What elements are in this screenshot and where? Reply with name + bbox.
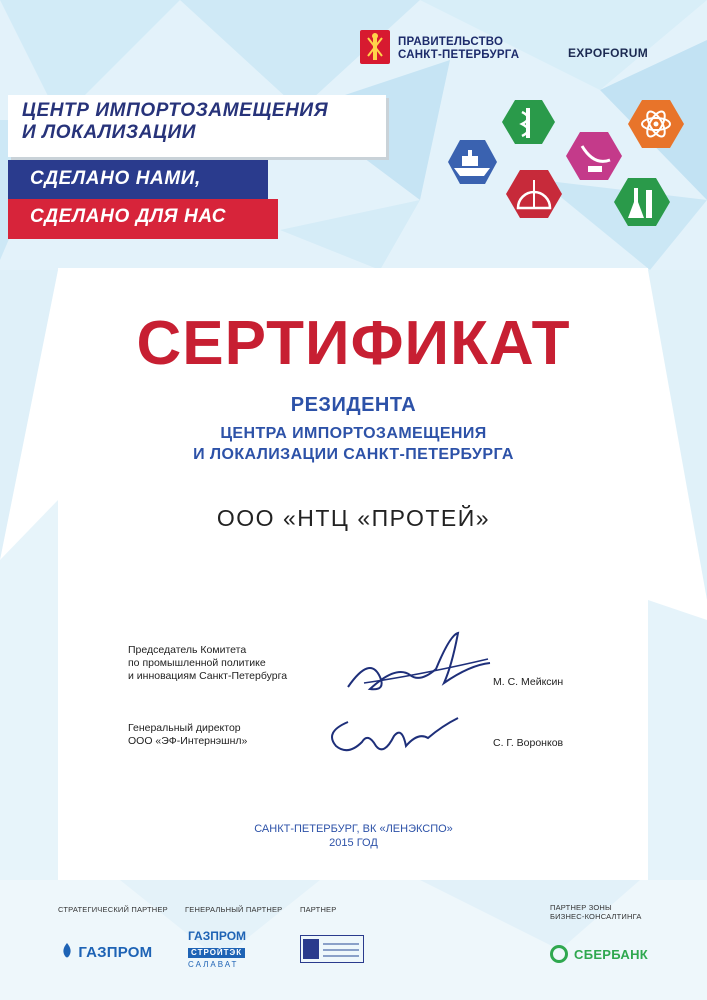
- expoforum-logo: EXPOFORUM: [568, 46, 649, 60]
- banner-slogan-line2: СДЕЛАНО ДЛЯ НАС: [30, 206, 227, 227]
- ship-icon: [448, 140, 497, 184]
- partner-label: ПАРТНЕР: [300, 905, 337, 914]
- spb-government-label: ПРАВИТЕЛЬСТВО САНКТ-ПЕТЕРБУРГА: [398, 36, 520, 61]
- medicine-icon: [502, 100, 555, 144]
- sberbank-icon: [550, 945, 568, 963]
- gazprom-stroytek-logo: ГАЗПРОМ СТРОЙТЭК САЛАВАТ: [188, 929, 247, 969]
- signatory-2-name: С. Г. Воронков: [493, 737, 564, 749]
- company-name: ООО «НТЦ «ПРОТЕЙ»: [216, 505, 491, 531]
- strategic-partner-label: СТРАТЕГИЧЕСКИЙ ПАРТНЕР: [58, 905, 168, 914]
- partner-logo: [300, 935, 364, 963]
- certificate-title: СЕРТИФИКАТ: [136, 309, 571, 378]
- signatory-1-name: М. С. Мейксин: [493, 676, 564, 688]
- place-and-year: САНКТ-ПЕТЕРБУРГ, ВК «ЛЕНЭКСПО» 2015 ГОД: [254, 823, 453, 849]
- signature-1: [340, 625, 500, 705]
- gazprom-flame-icon: [60, 944, 78, 961]
- spb-emblem-icon: [360, 30, 390, 64]
- signature-2: [318, 712, 468, 762]
- certificate-subtitle: РЕЗИДЕНТА: [290, 394, 417, 416]
- signatory-1-position: Председатель Комитета по промышленной политике и инновациям Санкт-Петербурга: [128, 644, 288, 682]
- satellite-dish-icon: [566, 132, 622, 180]
- signatory-2-position: Генеральный директор ООО «ЭФ-Интернэшнл»: [128, 722, 248, 747]
- flask-icon: [614, 178, 670, 226]
- certificate-description: ЦЕНТРА ИМПОРТОЗАМЕЩЕНИЯ И ЛОКАЛИЗАЦИИ САНКТ-ПЕТЕРБУРГА: [193, 425, 514, 463]
- general-partner-label: ГЕНЕРАЛЬНЫЙ ПАРТНЕР: [185, 905, 283, 914]
- protractor-icon: [506, 170, 562, 218]
- industry-hexagons: [430, 92, 700, 252]
- banner-slogan-line1: СДЕЛАНО НАМИ,: [30, 168, 201, 189]
- gazprom-logo: ГАЗПРОМ: [60, 942, 152, 961]
- zone-partner-label: ПАРТНЕР ЗОНЫ БИЗНЕС-КОНСАЛТИНГА: [550, 903, 642, 921]
- sberbank-logo: СБЕРБАНК: [574, 947, 649, 962]
- atom-icon: [628, 100, 684, 148]
- banner-center-title: ЦЕНТР ИМПОРТОЗАМЕЩЕНИЯ И ЛОКАЛИЗАЦИИ: [22, 100, 329, 143]
